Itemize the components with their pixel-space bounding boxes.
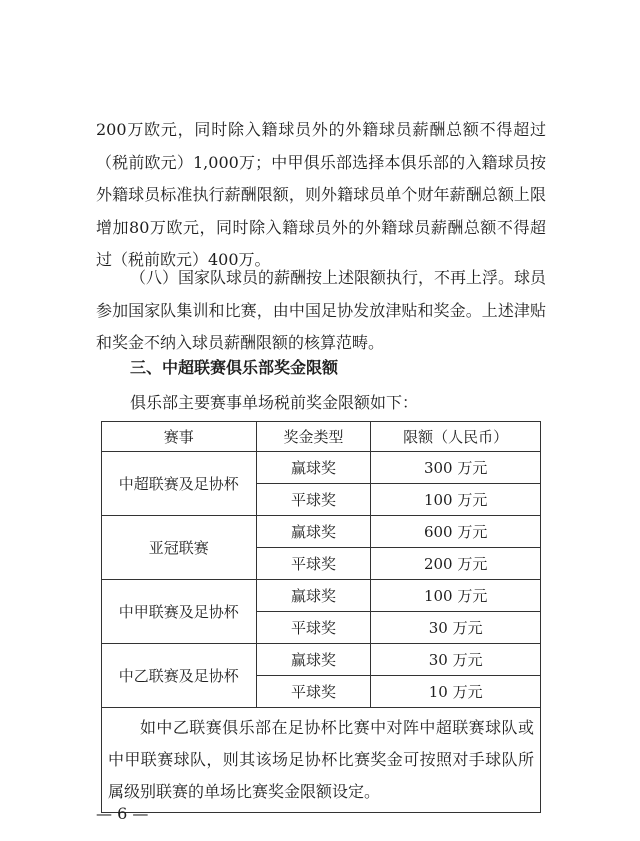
- section-intro: 俱乐部主要赛事单场税前奖金限额如下：: [130, 393, 419, 412]
- header-event: 赛事: [102, 422, 257, 452]
- limit-cell: 600 万元: [371, 516, 541, 548]
- bonus-type-cell: 平球奖: [256, 612, 371, 644]
- event-cell: 中超联赛及足协杯: [102, 452, 257, 516]
- bonus-type-cell: 赢球奖: [256, 516, 371, 548]
- table-row: [102, 644, 541, 676]
- table-note: 如中乙联赛俱乐部在足协杯比赛中对阵中超联赛球队或中甲联赛球队，则其该场足协杯比赛奖金可按照对手球队所属级别联赛的单场比赛奖金限额设定。: [102, 708, 541, 813]
- header-limit: 限额（人民币）: [371, 422, 541, 452]
- bonus-type-cell: 赢球奖: [256, 452, 371, 484]
- limit-cell: 100 万元: [371, 484, 541, 516]
- bonus-type-cell: 平球奖: [256, 548, 371, 580]
- bonus-type-cell: 平球奖: [256, 676, 371, 708]
- section-heading: 三、中超联赛俱乐部奖金限额: [130, 358, 339, 377]
- limit-cell: 300 万元: [371, 452, 541, 484]
- limit-cell: 30 万元: [371, 644, 541, 676]
- event-cell: 中乙联赛及足协杯: [102, 644, 257, 708]
- table-note-row: [102, 708, 541, 813]
- header-bonus-type: 奖金类型: [256, 422, 371, 452]
- bonus-limit-table: [101, 421, 541, 813]
- page-number: — 6 —: [96, 804, 149, 823]
- event-cell: 中甲联赛及足协杯: [102, 580, 257, 644]
- table-header-row: [102, 422, 541, 452]
- event-cell: 亚冠联赛: [102, 516, 257, 580]
- table-row: [102, 516, 541, 548]
- limit-cell: 100 万元: [371, 580, 541, 612]
- bonus-type-cell: 赢球奖: [256, 580, 371, 612]
- limit-cell: 200 万元: [371, 548, 541, 580]
- limit-cell: 10 万元: [371, 676, 541, 708]
- limit-cell: 30 万元: [371, 612, 541, 644]
- table-row: [102, 580, 541, 612]
- bonus-type-cell: 平球奖: [256, 484, 371, 516]
- paragraph-foreign-player-salary: 200万欧元，同时除入籍球员外的外籍球员薪酬总额不得超过（税前欧元）1,000万；中甲俱乐部选择本俱乐部的入籍球员按外籍球员标准执行薪酬限额，则外籍球员单个财年薪酬总额上限增加80万欧元，同时除入籍球员外的外籍球员薪酬总额不得超过（税前欧元）400万。: [96, 120, 546, 269]
- paragraph-national-team-salary: （八）国家队球员的薪酬按上述限额执行，不再上浮。球员参加国家队集训和比赛，由中国足协发放津贴和奖金。上述津贴和奖金不纳入球员薪酬限额的核算范畴。: [96, 268, 547, 352]
- bonus-type-cell: 赢球奖: [256, 644, 371, 676]
- table-row: [102, 452, 541, 484]
